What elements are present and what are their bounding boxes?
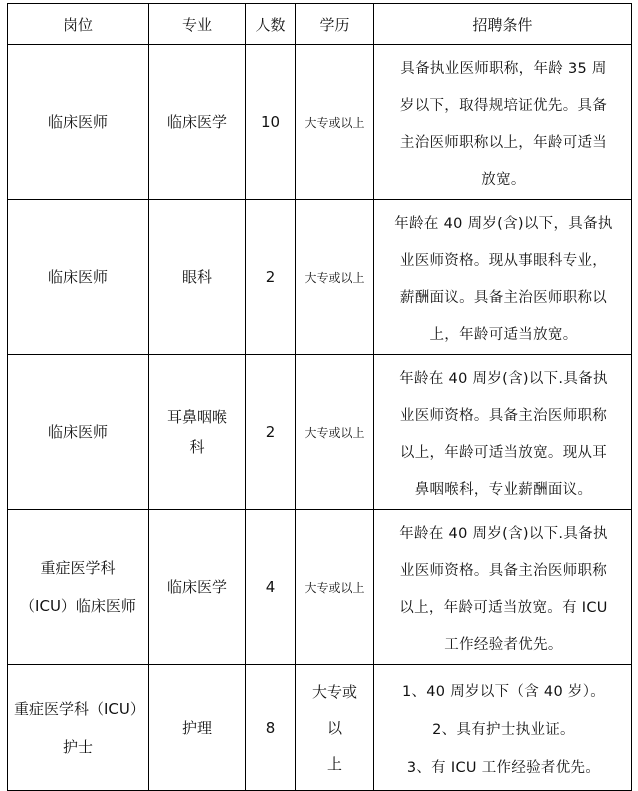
condition-line: 鼻咽喉科，专业薪酬面议。 [414, 481, 593, 498]
position-text: 重症医学科（ICU） [14, 699, 145, 718]
header-major: 专业 [149, 4, 246, 45]
recruitment-table [7, 3, 632, 791]
major-text: 眼科 [181, 268, 212, 286]
header-conditions: 招聘条件 [374, 4, 632, 45]
condition-line: 岁以下，取得规培证优先。具备 [399, 97, 608, 114]
education-cell [296, 510, 374, 665]
count-cell: 2 [246, 200, 296, 355]
condition-line: 1、40 周岁以下（含 40 岁）。 [401, 684, 606, 700]
table-row [8, 355, 632, 510]
position-cell [8, 665, 149, 791]
condition-line: 业医师资格。具备主治医师职称 [399, 562, 608, 579]
position-text: 重症医学科 [40, 559, 116, 577]
major-cell [149, 355, 246, 510]
conditions-cell [374, 355, 632, 510]
education-cell [296, 665, 374, 791]
education-cell [296, 355, 374, 510]
condition-line: 业医师资格。具备主治医师职称 [399, 407, 608, 424]
conditions-cell [374, 510, 632, 665]
header-position: 岗位 [8, 4, 149, 45]
count-cell: 4 [246, 510, 296, 665]
table-row [8, 45, 632, 200]
major-text: 临床医学 [166, 578, 227, 596]
education-cell [296, 45, 374, 200]
major-cell [149, 200, 246, 355]
position-text: 临床医师 [47, 423, 108, 441]
conditions-cell [374, 665, 632, 791]
condition-line: 放宽。 [481, 171, 526, 188]
major-text: 临床医学 [166, 113, 227, 131]
education-cell [296, 200, 374, 355]
header-education: 学历 [296, 4, 374, 45]
position-cell [8, 45, 149, 200]
header-count: 人数 [246, 4, 296, 45]
table-row [8, 510, 632, 665]
position-text: （ICU）临床医师 [20, 597, 136, 615]
major-cell [149, 665, 246, 791]
condition-line: 以上，年龄可适当放宽。现从耳 [399, 444, 608, 461]
condition-line: 以上，年龄可适当放宽。有 ICU [399, 599, 608, 616]
condition-line: 具备执业医师职称，年龄 35 周 [400, 60, 607, 77]
education-text: 大专或以 [311, 682, 357, 737]
condition-line: 2、具有护士执业证。 [432, 722, 575, 738]
conditions-cell [374, 200, 632, 355]
condition-line: 主治医师职称以上，年龄可适当 [399, 134, 608, 151]
condition-line: 业医师资格。现从事眼科专业， [399, 252, 608, 269]
position-cell [8, 510, 149, 665]
count-cell: 10 [246, 45, 296, 200]
position-cell [8, 355, 149, 510]
condition-line: 年龄在 40 周岁(含)以下，具备执 [394, 215, 613, 232]
education-text: 大专或以上 [304, 425, 365, 440]
education-text: 大专或以上 [304, 270, 365, 285]
condition-line: 年龄在 40 周岁(含)以下.具备执 [399, 525, 608, 542]
major-text: 耳鼻咽喉 [166, 408, 227, 426]
education-text: 大专或以上 [304, 580, 365, 595]
count-cell: 2 [246, 355, 296, 510]
table-row [8, 200, 632, 355]
education-text: 大专或以上 [304, 115, 365, 130]
major-cell [149, 510, 246, 665]
table-row [8, 665, 632, 791]
position-cell [8, 200, 149, 355]
major-text: 科 [189, 438, 205, 456]
position-text: 临床医师 [47, 268, 108, 286]
condition-line: 3、有 ICU 工作经验者优先。 [406, 760, 601, 776]
condition-line: 年龄在 40 周岁(含)以下.具备执 [399, 370, 608, 387]
condition-line: 工作经验者优先。 [444, 636, 563, 653]
condition-line: 薪酬面议。具备主治医师职称以 [399, 289, 608, 306]
position-text: 护士 [62, 737, 93, 756]
major-cell [149, 45, 246, 200]
major-text: 护理 [181, 718, 212, 737]
header-row [8, 4, 632, 45]
count-cell: 8 [246, 665, 296, 791]
position-text: 临床医师 [47, 113, 108, 131]
condition-line: 上，年龄可适当放宽。 [429, 326, 578, 343]
conditions-cell [374, 45, 632, 200]
education-text: 上 [326, 754, 342, 773]
